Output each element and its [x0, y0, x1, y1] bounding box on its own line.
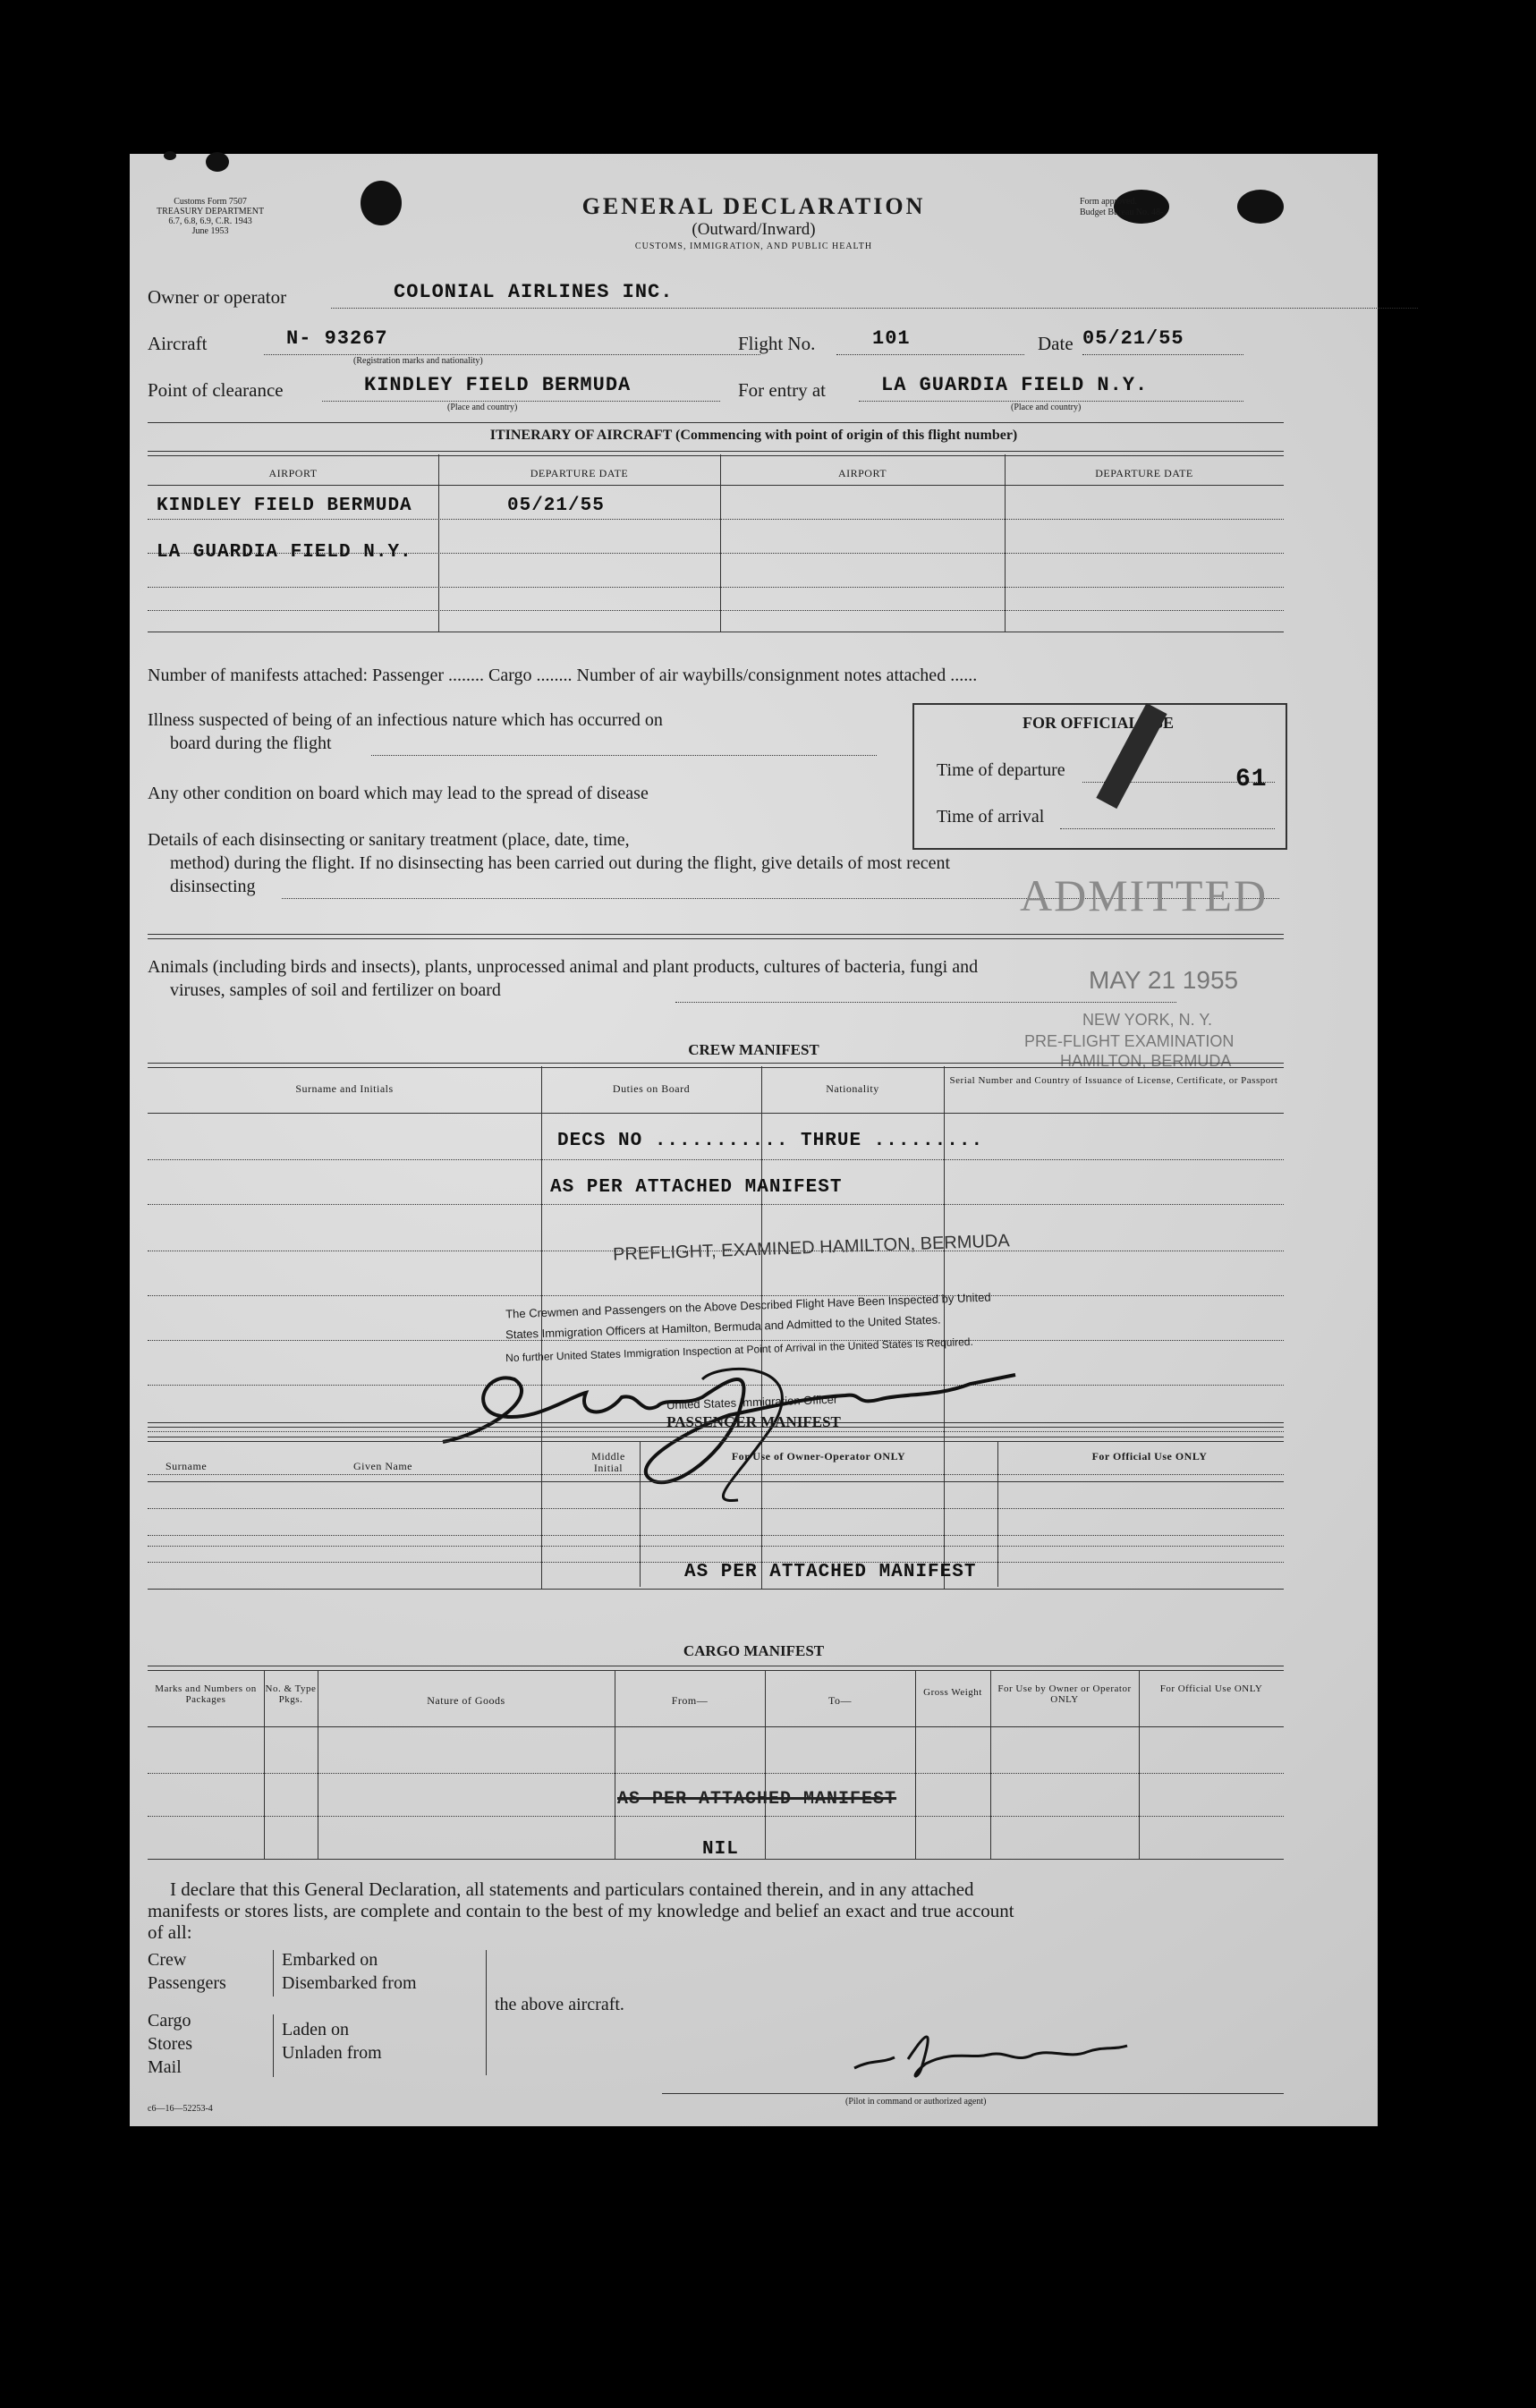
clearance-dotline	[322, 401, 720, 402]
cert-line-3: No further United States Immigration Inspection at Point of Arrival in the United States Is Required.	[505, 1335, 974, 1365]
crew-row-line	[148, 1546, 1284, 1547]
cargo-header-to: To—	[828, 1694, 852, 1707]
flight-dotline	[836, 354, 1024, 355]
declaration-brace	[486, 1950, 487, 2075]
passenger-row-line	[148, 1508, 1284, 1509]
declaration-text-1: I declare that this General Declaration, all statements and particulars contained therein, and in any attached	[170, 1878, 974, 1900]
cargo-header-packages: No. & Type Pkgs.	[265, 1683, 317, 1705]
form-subtitle-2: CUSTOMS, IMMIGRATION, AND PUBLIC HEALTH	[634, 242, 873, 251]
preflight-stamp: PREFLIGHT, EXAMINED HAMILTON, BERMUDA	[612, 1231, 1011, 1265]
declaration-text-2: manifests or stores lists, are complete and contain to the best of my knowledge and belief an exact and true account	[148, 1900, 1014, 1921]
entry-label: For entry at	[738, 379, 826, 401]
declaration-crew-passengers: Crew Passengers	[148, 1950, 226, 1993]
cargo-col-line	[1139, 1671, 1140, 1859]
animals-text-1: Animals (including birds and insects), plants, unprocessed animal and plant products, cultures of bacteria, fungi and	[148, 957, 979, 977]
health-rule	[148, 934, 1284, 939]
owner-label: Owner or operator	[148, 286, 287, 308]
cargo-header-weight: Gross Weight	[923, 1687, 982, 1698]
passenger-row-line	[148, 1535, 1284, 1536]
cargo-title: CARGO MANIFEST	[683, 1642, 825, 1659]
cargo-row-line	[148, 1726, 1284, 1727]
cargo-row-line	[148, 1773, 1284, 1774]
cargo-header-marks: Marks and Numbers on Packages	[155, 1683, 257, 1705]
itinerary-header-departure: DEPARTURE DATE	[1095, 467, 1193, 479]
crew-header-serial: Serial Number and Country of Issuance of License, Certificate, or Passport	[949, 1075, 1278, 1086]
departure-time-label: Time of departure	[937, 760, 1065, 780]
crew-row-line	[148, 1340, 1284, 1341]
crew-row-line	[148, 1159, 1284, 1160]
animals-text-2: viruses, samples of soil and fertilizer on board	[170, 980, 501, 1000]
itinerary-row-line	[148, 519, 1284, 520]
passenger-col-line	[997, 1442, 998, 1587]
ink-blot	[206, 152, 229, 172]
cargo-header-owner: For Use by Owner or Operator ONLY	[997, 1683, 1132, 1705]
disinsect-text-3: disinsecting	[170, 877, 256, 896]
flight-value: 101	[872, 327, 911, 350]
declaration-brace	[273, 1950, 274, 1997]
declaration-embark: Embarked on Disembarked from	[282, 1950, 417, 1993]
form-approval: Form approved. Budget Bureau No. 48-	[1080, 197, 1164, 217]
arrival-time-label: Time of arrival	[937, 807, 1045, 827]
itinerary-header-rule	[148, 451, 1284, 456]
owner-dotline	[331, 308, 1418, 309]
passenger-top-rule	[148, 1437, 1284, 1442]
itinerary-top-rule	[148, 422, 1284, 423]
arrival-dotline	[1060, 828, 1275, 829]
declaration-brace	[273, 2014, 274, 2077]
itinerary-row-line	[148, 485, 1284, 486]
clearance-note: (Place and country)	[447, 403, 518, 412]
crew-row-line	[148, 1295, 1284, 1296]
stamp-city: NEW YORK, N. Y.	[1082, 1011, 1213, 1029]
cargo-header-official: For Official Use ONLY	[1159, 1683, 1263, 1694]
pilot-note: (Pilot in command or authorized agent)	[845, 2097, 987, 2107]
passenger-header-owner: For Use of Owner-Operator ONLY	[731, 1450, 906, 1463]
cert-line-1: The Crewmen and Passengers on the Above Described Flight Have Been Inspected by United	[505, 1290, 991, 1321]
declaration-cargo-stores-mail: Cargo Stores Mail	[148, 2011, 192, 2077]
passenger-header-surname: Surname	[165, 1460, 208, 1472]
itinerary-row-line	[148, 587, 1284, 588]
cargo-header-from: From—	[671, 1694, 709, 1707]
form-title: GENERAL DECLARATION	[581, 193, 926, 219]
cargo-col-line	[915, 1671, 916, 1859]
itinerary-col-line	[1005, 454, 1006, 632]
form-subtitle: (Outward/Inward)	[692, 220, 816, 239]
passenger-col-line	[640, 1442, 641, 1587]
date-label: Date	[1038, 333, 1074, 354]
illness-text-2: board during the flight	[170, 733, 332, 753]
date-value: 05/21/55	[1082, 327, 1184, 350]
clearance-label: Point of clearance	[148, 379, 284, 401]
crew-title: CREW MANIFEST	[688, 1041, 819, 1058]
manifests-count-line: Number of manifests attached: Passenger ........ Cargo ........ Number of air waybills/consignment notes attached ......	[148, 666, 978, 685]
stamp-date: MAY 21 1955	[1089, 966, 1239, 994]
flight-label: Flight No.	[738, 333, 816, 354]
entry-value: LA GUARDIA FIELD N.Y.	[881, 374, 1149, 396]
illness-dotline	[371, 755, 877, 756]
crew-header-duties: Duties on Board	[612, 1082, 691, 1095]
crew-header-rule	[148, 1063, 1284, 1068]
disinsect-text-2: method) during the flight. If no disinsecting has been carried out during the flight, give details of most recent	[170, 853, 951, 873]
itinerary-col-line	[438, 454, 439, 632]
itinerary-airport-2: LA GUARDIA FIELD N.Y.	[157, 542, 412, 563]
crew-row-line	[148, 1113, 1284, 1114]
official-number: 61	[1235, 766, 1268, 793]
ink-blot	[164, 151, 176, 160]
itinerary-airport-1: KINDLEY FIELD BERMUDA	[157, 496, 412, 516]
cargo-row-line	[148, 1816, 1284, 1817]
owner-value: COLONIAL AIRLINES INC.	[394, 281, 674, 303]
passenger-header-given: Given Name	[353, 1460, 412, 1472]
declaration-form	[130, 154, 1378, 2126]
pilot-signature-line	[662, 2093, 1284, 2094]
aircraft-value: N- 93267	[286, 327, 388, 350]
cert-officer: United States Immigration Officer	[666, 1392, 838, 1412]
passenger-title: PASSENGER MANIFEST	[666, 1413, 841, 1430]
itinerary-col-line	[720, 454, 721, 632]
itinerary-header-departure: DEPARTURE DATE	[530, 467, 629, 479]
itinerary-title: ITINERARY OF AIRCRAFT (Commencing with point of origin of this flight number)	[489, 428, 1018, 443]
cargo-struck-text: AS PER ATTACHED MANIFEST	[617, 1789, 897, 1810]
admitted-stamp: ADMITTED	[1020, 870, 1269, 920]
entry-note: (Place and country)	[1011, 403, 1082, 412]
passenger-bottom-rule	[148, 1589, 1284, 1590]
aircraft-label: Aircraft	[148, 333, 208, 354]
printer-code: c6—16—52253-4	[148, 2104, 213, 2114]
passenger-line: AS PER ATTACHED MANIFEST	[684, 1562, 977, 1582]
condition-text: Any other condition on board which may lead to the spread of disease	[148, 784, 649, 803]
stamp-preflight: PRE-FLIGHT EXAMINATION	[1024, 1032, 1235, 1050]
crew-header-nationality: Nationality	[826, 1082, 879, 1095]
itinerary-date-1: 05/21/55	[507, 496, 605, 516]
declaration-tail: the above aircraft.	[495, 1995, 624, 2014]
passenger-row-line	[148, 1481, 1284, 1482]
disinsect-text-1: Details of each disinsecting or sanitary treatment (place, date, time,	[148, 830, 630, 850]
crew-row-line	[148, 1204, 1284, 1205]
passenger-header-official: For Official Use ONLY	[1091, 1450, 1208, 1463]
date-dotline	[1082, 354, 1243, 355]
itinerary-row-line	[148, 610, 1284, 611]
declaration-text-3: of all:	[148, 1921, 192, 1943]
crew-line-1: DECS NO ........... THRUE .........	[557, 1131, 984, 1151]
customs-form-number: Customs Form 7507 TREASURY DEPARTMENT 6.7, 6.8, 6.9, C.R. 1943 June 1953	[157, 197, 265, 236]
entry-dotline	[859, 401, 1243, 402]
official-use-title: FOR OFFICIAL USE	[1022, 714, 1175, 732]
aircraft-dotline	[264, 354, 760, 355]
itinerary-header-airport: AIRPORT	[837, 467, 887, 479]
cargo-value: NIL	[702, 1839, 739, 1860]
cargo-header-goods: Nature of Goods	[427, 1694, 505, 1707]
clearance-value: KINDLEY FIELD BERMUDA	[364, 374, 632, 396]
pilot-signature	[845, 2014, 1141, 2086]
aircraft-note: (Registration marks and nationality)	[353, 356, 483, 366]
declaration-laden: Laden on Unladen from	[282, 2020, 382, 2063]
stamp-hamilton: HAMILTON, BERMUDA	[1060, 1052, 1232, 1070]
cert-line-2: States Immigration Officers at Hamilton, Bermuda and Admitted to the United States.	[505, 1312, 941, 1342]
illness-text-1: Illness suspected of being of an infectious nature which has occurred on	[148, 710, 663, 730]
animals-dotline	[675, 1002, 1176, 1003]
passenger-header-middle: Middle Initial	[591, 1450, 625, 1474]
crew-line-2: AS PER ATTACHED MANIFEST	[550, 1177, 843, 1198]
crew-header-surname: Surname and Initials	[295, 1082, 394, 1095]
itinerary-header-airport: AIRPORT	[268, 467, 318, 479]
